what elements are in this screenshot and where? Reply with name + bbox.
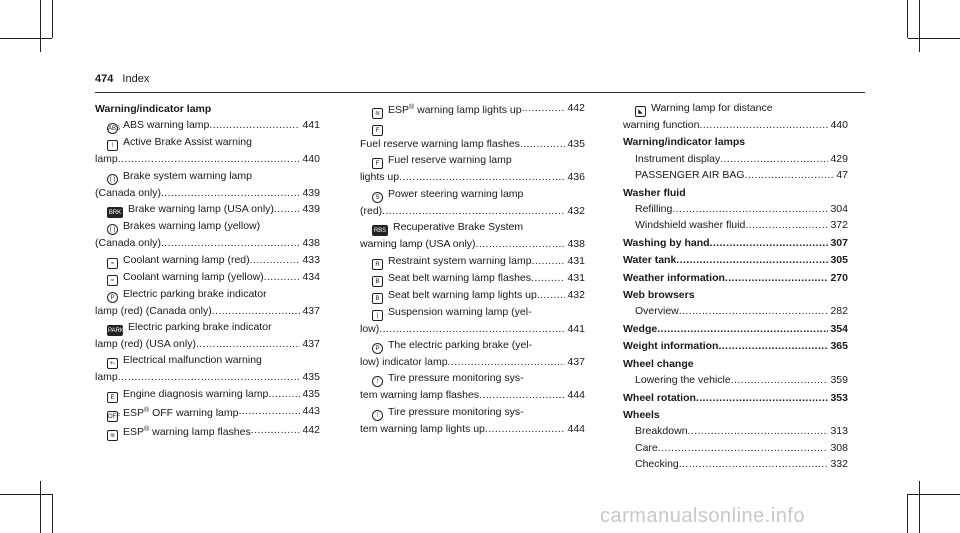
- dot-leader: [537, 287, 566, 304]
- page-ref: 437: [302, 338, 320, 351]
- index-entry: [95, 303, 320, 319]
- page-ref: 307: [830, 236, 848, 249]
- entry-text: lamp (red) (Canada only): [95, 304, 212, 317]
- index-column-3: [623, 100, 848, 473]
- index-entry: [360, 387, 585, 403]
- page-ref: 434: [302, 270, 320, 283]
- dot-leader: [250, 252, 301, 269]
- entry-text: Care: [635, 441, 658, 454]
- entry-text: Overview: [635, 305, 679, 318]
- parking-brake-icon: P: [107, 292, 118, 303]
- parking-brake-icon: P: [372, 343, 383, 354]
- dot-leader: [720, 151, 828, 167]
- index-heading: [623, 270, 848, 286]
- index-entry: [360, 287, 585, 304]
- battery-icon: +-: [107, 358, 118, 369]
- index-entry: [95, 252, 320, 269]
- page-ref: 443: [302, 404, 320, 417]
- entry-text: Weight information: [623, 340, 719, 353]
- entry-text: lamp: [95, 153, 118, 166]
- entry-text: Warning/indicator lamps: [623, 136, 746, 149]
- index-entry: [95, 386, 320, 403]
- page-ref: 441: [567, 322, 585, 335]
- registered-mark: ®: [144, 425, 150, 433]
- entry-text: Coolant warning lamp (yellow): [123, 270, 264, 283]
- entry-text: (Canada only): [95, 237, 161, 250]
- entry-text: lamp (red) (USA only): [95, 338, 196, 351]
- index-heading: [623, 185, 848, 201]
- dot-leader: [264, 269, 301, 286]
- index-column-1: [95, 100, 320, 441]
- index-entry: [623, 151, 848, 167]
- page-ref: 439: [302, 203, 320, 216]
- crop-mark: [919, 481, 920, 533]
- entry-text: low): [360, 322, 380, 335]
- dot-leader: [710, 235, 829, 251]
- distance-icon: ◣: [635, 106, 646, 117]
- index-heading: [623, 390, 848, 406]
- esp-icon: ≋: [372, 108, 383, 119]
- entry-text: Wheel rotation: [623, 391, 696, 404]
- index-entry: [360, 337, 585, 354]
- index-entry: [360, 169, 585, 185]
- entry-text: tem warning lamp flashes: [360, 389, 480, 402]
- dot-leader: [531, 270, 565, 287]
- page-ref: 441: [302, 119, 320, 132]
- brake-system-icon: ( ): [107, 174, 118, 185]
- page-ref: 435: [567, 138, 585, 150]
- index-entry: [95, 151, 320, 167]
- index-entry: [360, 304, 585, 321]
- index-entry: [95, 117, 320, 134]
- page-ref: 432: [567, 204, 585, 217]
- dot-leader: [679, 456, 829, 472]
- index-heading: Warning/indicator lamp: [95, 103, 212, 115]
- park-icon: PARK: [107, 325, 123, 336]
- page-ref: 270: [830, 271, 848, 284]
- entry-text: Power steering warning lamp: [388, 187, 524, 200]
- registered-mark: ®: [409, 104, 415, 111]
- entry-text: ESP® warning lamp flashes: [123, 425, 251, 438]
- index-entry: [95, 352, 320, 369]
- entry-text: lights up: [360, 171, 400, 184]
- index-entry: [95, 185, 320, 201]
- page-ref: 437: [302, 304, 320, 317]
- entry-text: low) indicator lamp: [360, 356, 448, 369]
- index-heading: [623, 235, 848, 251]
- page-ref: 442: [302, 423, 320, 436]
- entry-text: Brake warning lamp (USA only): [128, 203, 274, 216]
- index-entry: [360, 321, 585, 337]
- entry-text: Fuel reserve warning lamp: [388, 154, 512, 167]
- entry-text: Electric parking brake indicator: [128, 321, 272, 334]
- index-entry: [95, 336, 320, 352]
- steering-icon: S: [372, 192, 383, 203]
- page-number: 474: [95, 73, 114, 85]
- dot-leader: [448, 354, 566, 370]
- entry-text: warning lamp (USA only): [360, 238, 476, 251]
- dot-leader: [672, 201, 828, 217]
- index-entry: [623, 217, 848, 233]
- crop-mark: [52, 0, 53, 38]
- entry-text: Breakdown: [635, 425, 688, 438]
- entry-text: (Canada only): [95, 186, 161, 199]
- index-heading: [623, 338, 848, 354]
- index-column-2: [360, 100, 585, 437]
- page-ref: 429: [830, 152, 848, 165]
- index-entry: [623, 100, 848, 117]
- entry-text: Wedge: [623, 322, 658, 335]
- fuel-icon: F: [372, 158, 383, 169]
- page-ref: 431: [567, 254, 585, 267]
- index-entry: [623, 201, 848, 217]
- index-entry: [95, 201, 320, 218]
- dot-leader: [382, 203, 565, 219]
- page-ref: 308: [830, 441, 848, 454]
- crop-mark: [908, 494, 960, 495]
- brakes-yellow-icon: ( ): [107, 224, 118, 235]
- entry-text: Weather information: [623, 271, 725, 284]
- fuel-icon: F: [372, 125, 383, 136]
- index-entry: [95, 403, 320, 422]
- page-ref: 304: [830, 203, 848, 216]
- index-entry: [95, 319, 320, 336]
- entry-text: Refilling: [635, 203, 673, 216]
- entry-text: PASSENGER AIR BAG: [635, 169, 745, 182]
- crop-mark: [0, 494, 52, 495]
- index-heading: [623, 252, 848, 268]
- dot-leader: [476, 236, 566, 252]
- tire-icon: !: [372, 410, 383, 421]
- dot-leader: [161, 185, 301, 201]
- page-ref: 431: [567, 271, 585, 284]
- entry-text: Restraint system warning lamp: [388, 254, 532, 267]
- dot-leader: [679, 303, 829, 319]
- index-entry: [360, 219, 585, 236]
- index-entry: [95, 269, 320, 286]
- entry-text: Seat belt warning lamp flashes: [388, 271, 531, 284]
- index-entry: [623, 456, 848, 472]
- page-ref: 432: [567, 288, 585, 301]
- page-ref: 440: [830, 119, 848, 131]
- page-ref: 436: [567, 171, 585, 184]
- section-title: Index: [122, 73, 150, 85]
- entry-text: Tire pressure monitoring sys-: [388, 405, 524, 418]
- page-ref: 332: [830, 458, 848, 471]
- coolant-icon: ≈: [107, 275, 118, 286]
- dot-leader: [657, 321, 828, 337]
- dot-leader: [699, 117, 828, 133]
- crop-mark: [40, 0, 41, 52]
- entry-text: Suspension warning lamp (yel-: [388, 305, 532, 318]
- index-entry: [360, 152, 585, 169]
- entry-text: Washer fluid: [623, 186, 686, 199]
- coolant-icon: ≈: [107, 258, 118, 269]
- dot-leader: [731, 372, 829, 388]
- dot-leader: [238, 403, 300, 422]
- dot-leader: [745, 217, 828, 233]
- dot-leader: [379, 321, 565, 337]
- entry-text: Electric parking brake indicator: [123, 287, 267, 300]
- entry-text: Wheels: [623, 408, 660, 421]
- index-entry: [623, 117, 848, 133]
- index-entry: [360, 236, 585, 252]
- index-entry: [360, 203, 585, 219]
- dot-leader: [251, 422, 301, 441]
- entry-text: warning function: [623, 119, 700, 131]
- index-entry: [360, 186, 585, 203]
- index-entry: [360, 370, 585, 387]
- suspension-icon: |: [372, 310, 383, 321]
- dot-leader: [479, 387, 565, 403]
- brake-assist-icon: !: [107, 140, 118, 151]
- page-header: [95, 73, 149, 85]
- index-heading: [623, 321, 848, 337]
- entry-text: Lowering the vehicle: [635, 374, 731, 387]
- watermark: carmanualsonline.info: [600, 505, 806, 527]
- dot-leader: [209, 117, 300, 134]
- header-rule: [95, 92, 865, 93]
- tire-icon: !: [372, 376, 383, 387]
- entry-text: Water tank: [623, 254, 677, 267]
- dot-leader: [522, 100, 566, 119]
- dot-leader: [161, 235, 301, 251]
- entry-text: The electric parking brake (yel-: [388, 339, 533, 352]
- index-entry: [95, 369, 320, 385]
- crop-mark: [0, 38, 52, 39]
- page-ref: 437: [567, 356, 585, 369]
- page-ref: 442: [567, 102, 585, 114]
- esp-off-icon: OFF: [107, 411, 118, 422]
- index-entry: [95, 134, 320, 151]
- page-ref: 439: [302, 186, 320, 199]
- page-ref: 435: [302, 387, 320, 400]
- entry-text: Brake system warning lamp: [123, 169, 252, 182]
- page-ref: 440: [302, 153, 320, 166]
- page-ref: 438: [567, 238, 585, 251]
- dot-leader: [274, 201, 301, 218]
- index-heading: [623, 407, 848, 423]
- page-ref: 365: [830, 340, 848, 353]
- dot-leader: [745, 167, 835, 183]
- entry-text: Brakes warning lamp (yellow): [123, 220, 261, 233]
- index-entry: [95, 286, 320, 303]
- page-ref: 354: [830, 322, 848, 335]
- entry-text: ABS warning lamp: [123, 119, 210, 132]
- dot-leader: [212, 303, 301, 319]
- abs-lamp-icon: ABS: [107, 123, 118, 134]
- index-entry: [623, 440, 848, 456]
- dot-leader: [688, 423, 829, 439]
- engine-icon: E: [107, 392, 118, 403]
- seatbelt-icon: B: [372, 293, 383, 304]
- registered-mark: ®: [144, 406, 150, 414]
- dot-leader: [118, 369, 301, 385]
- crop-mark: [908, 38, 960, 39]
- index-entry: [95, 218, 320, 235]
- brake-usa-icon: BRK: [107, 207, 123, 218]
- page-ref: 444: [567, 389, 585, 402]
- entry-text: Windshield washer fluid: [635, 219, 746, 232]
- dot-leader: [676, 252, 828, 268]
- index-entry: [360, 354, 585, 370]
- index-entry: [360, 270, 585, 287]
- index-entry: [623, 303, 848, 319]
- dot-leader: [196, 336, 301, 352]
- dot-leader: [520, 136, 566, 152]
- page-ref: 433: [302, 253, 320, 266]
- dot-leader: [532, 253, 566, 270]
- dot-leader: [725, 270, 829, 286]
- seatbelt-icon: B: [372, 276, 383, 287]
- index-entry: [360, 253, 585, 270]
- page-ref: 359: [830, 374, 848, 387]
- dot-leader: [118, 151, 301, 167]
- entry-text: Tire pressure monitoring sys-: [388, 372, 524, 385]
- index-entry: [623, 372, 848, 388]
- entry-text: ESP® OFF warning lamp: [123, 406, 239, 419]
- index-entry: [623, 423, 848, 439]
- entry-text: Washing by hand: [623, 236, 710, 249]
- dot-leader: [399, 169, 565, 185]
- page-ref: 435: [302, 371, 320, 384]
- rbs-icon: RBS: [372, 225, 388, 236]
- entry-text: Wheel change: [623, 357, 694, 370]
- index-entry: [95, 422, 320, 441]
- crop-mark: [907, 0, 908, 38]
- index-entry: [95, 168, 320, 185]
- entry-text: (red): [360, 204, 383, 217]
- index-entry: [623, 167, 848, 183]
- entry-text: lamp: [95, 371, 118, 384]
- dot-leader: [485, 421, 566, 437]
- index-heading: [623, 287, 848, 303]
- dot-leader: [658, 440, 829, 456]
- index-entry: [360, 119, 585, 136]
- dot-leader: [696, 390, 829, 406]
- entry-text: tem warning lamp lights up: [360, 422, 485, 435]
- entry-text: Engine diagnosis warning lamp: [123, 387, 269, 400]
- dot-leader: [268, 386, 300, 403]
- page-ref: 282: [830, 305, 848, 318]
- entry-text: Seat belt warning lamp lights up: [388, 288, 537, 301]
- page-ref: 313: [830, 425, 848, 438]
- crop-mark: [919, 0, 920, 52]
- entry-text: Electrical malfunction warning: [123, 354, 262, 367]
- page-ref: 444: [567, 422, 585, 435]
- crop-mark: [907, 494, 908, 533]
- entry-text: Warning lamp for distance: [651, 102, 773, 114]
- index-entry: [95, 235, 320, 251]
- esp-icon: ≋: [107, 430, 118, 441]
- entry-text: Web browsers: [623, 289, 695, 302]
- page-ref: 353: [830, 391, 848, 404]
- crop-mark: [40, 481, 41, 533]
- entry-text: Coolant warning lamp (red): [123, 253, 250, 266]
- index-entry: [360, 136, 585, 152]
- entry-text: Active Brake Assist warning: [123, 136, 252, 149]
- index-heading: [623, 134, 848, 150]
- entry-text: Instrument display: [635, 152, 721, 165]
- index-entry: [360, 404, 585, 421]
- entry-text: Fuel reserve warning lamp flashes: [360, 138, 520, 150]
- page-ref: 305: [830, 254, 848, 267]
- page-ref: 372: [830, 219, 848, 232]
- entry-text: Recuperative Brake System: [393, 221, 524, 234]
- entry-text: ESP® warning lamp lights up: [388, 104, 522, 116]
- index-heading: [623, 356, 848, 372]
- page-ref: 438: [302, 237, 320, 250]
- crop-mark: [52, 494, 53, 533]
- dot-leader: [718, 338, 828, 354]
- entry-text: Checking: [635, 458, 679, 471]
- restraint-icon: R: [372, 259, 383, 270]
- index-entry: [360, 421, 585, 437]
- index-entry: [360, 100, 585, 119]
- page-ref: 47: [836, 169, 848, 182]
